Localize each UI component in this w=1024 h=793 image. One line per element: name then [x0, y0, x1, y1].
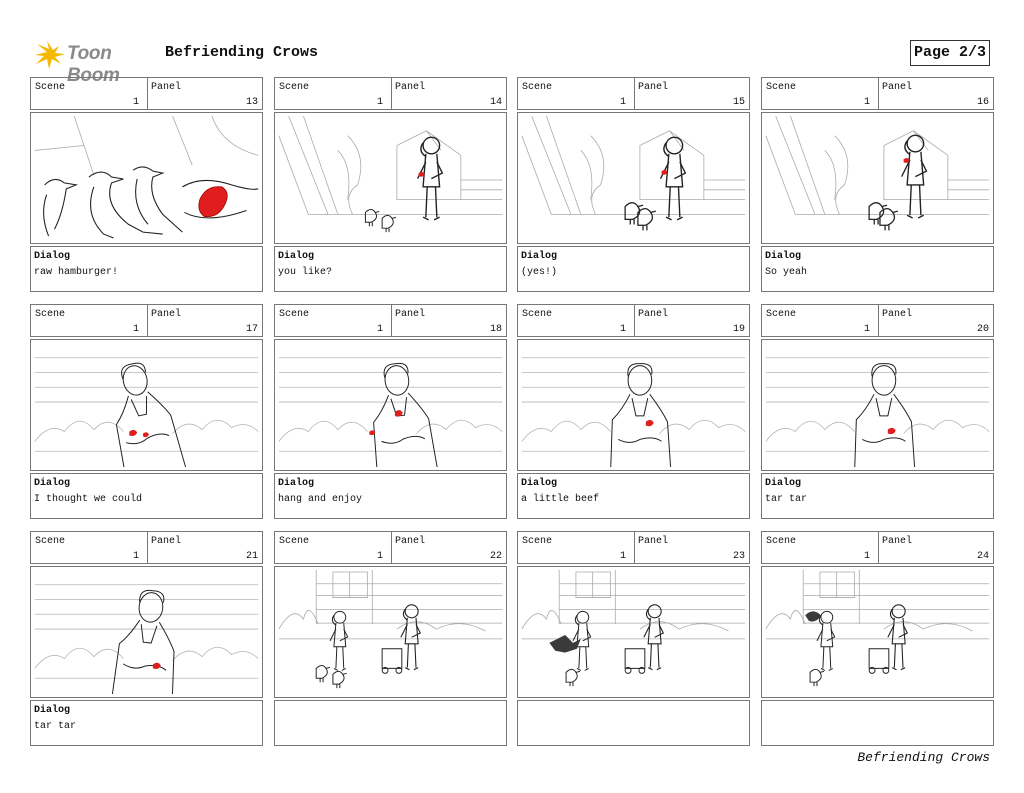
panel-drawing — [761, 112, 994, 244]
dialog-label: Dialog — [34, 251, 71, 262]
panel-drawing — [517, 566, 750, 698]
scene-panel-info — [761, 531, 994, 564]
panel-drawing — [761, 339, 994, 471]
scene-label: Scene — [279, 309, 310, 320]
panel-drawing — [761, 566, 994, 698]
scene-label: Scene — [522, 82, 553, 93]
scene-number: 1 — [132, 551, 139, 562]
scene-panel-info — [274, 304, 507, 337]
header — [33, 36, 993, 86]
panel-label: Panel — [395, 309, 426, 320]
scene-number: 1 — [376, 551, 383, 562]
panel-label: Panel — [638, 309, 669, 320]
scene-number: 1 — [619, 97, 626, 108]
dialog-label: Dialog — [521, 251, 558, 262]
scene-panel-info — [274, 531, 507, 564]
scene-panel-info — [30, 77, 263, 110]
logo-text: Toon Boom — [67, 43, 120, 86]
page-number: Page 2/3 — [910, 40, 990, 66]
scene-number: 1 — [376, 97, 383, 108]
scene-panel-info — [274, 77, 507, 110]
panel-drawing — [30, 339, 263, 471]
panel-number: 16 — [976, 97, 989, 108]
panel-label: Panel — [151, 82, 182, 93]
scene-panel-info — [30, 304, 263, 337]
scene-number: 1 — [863, 97, 870, 108]
panel-label: Panel — [151, 309, 182, 320]
scene-label: Scene — [279, 82, 310, 93]
dialog-label: Dialog — [765, 478, 802, 489]
panel-number: 24 — [976, 551, 989, 562]
dialog-label: Dialog — [34, 705, 71, 716]
scene-number: 1 — [619, 551, 626, 562]
panel-drawing — [274, 566, 507, 698]
dialog-text: tar tar — [34, 721, 77, 732]
scene-label: Scene — [35, 309, 66, 320]
scene-panel-info — [30, 531, 263, 564]
dialog-label: Dialog — [521, 478, 558, 489]
panel-number: 22 — [489, 551, 502, 562]
dialog-label: Dialog — [765, 251, 802, 262]
scene-number: 1 — [376, 324, 383, 335]
scene-label: Scene — [522, 536, 553, 547]
panel-drawing — [30, 112, 263, 244]
dialog-text: hang and enjoy — [278, 494, 363, 505]
dialog-box — [761, 246, 994, 292]
panel-number: 20 — [976, 324, 989, 335]
panel-label: Panel — [882, 82, 913, 93]
panel-label: Panel — [638, 536, 669, 547]
dialog-text: a little beef — [521, 494, 600, 505]
dialog-box — [517, 246, 750, 292]
dialog-box — [30, 473, 263, 519]
panel-number: 23 — [732, 551, 745, 562]
dialog-box — [761, 473, 994, 519]
document-title: Befriending Crows — [165, 44, 319, 61]
panel-number: 19 — [732, 324, 745, 335]
footer-title: Befriending Crows — [857, 750, 990, 765]
panel-drawing — [274, 339, 507, 471]
dialog-text: (yes!) — [521, 267, 558, 278]
dialog-box — [30, 246, 263, 292]
dialog-box — [517, 473, 750, 519]
scene-label: Scene — [35, 82, 66, 93]
dialog-text: I thought we could — [34, 494, 143, 505]
scene-label: Scene — [766, 536, 797, 547]
dialog-label: Dialog — [34, 478, 71, 489]
scene-number: 1 — [863, 551, 870, 562]
panel-label: Panel — [638, 82, 669, 93]
toon-boom-logo — [33, 40, 163, 86]
scene-label: Scene — [766, 309, 797, 320]
dialog-text: So yeah — [765, 267, 808, 278]
dialog-text: you like? — [278, 267, 333, 278]
dialog-box — [274, 700, 507, 746]
panel-label: Panel — [151, 536, 182, 547]
panel-number: 17 — [245, 324, 258, 335]
panel-drawing — [274, 112, 507, 244]
scene-panel-info — [761, 77, 994, 110]
scene-panel-info — [517, 304, 750, 337]
scene-number: 1 — [132, 324, 139, 335]
panel-label: Panel — [882, 536, 913, 547]
dialog-box — [517, 700, 750, 746]
dialog-box — [274, 473, 507, 519]
panel-label: Panel — [395, 82, 426, 93]
panel-number: 18 — [489, 324, 502, 335]
starburst-icon — [33, 40, 67, 70]
dialog-text: tar tar — [765, 494, 808, 505]
scene-panel-info — [517, 77, 750, 110]
dialog-label: Dialog — [278, 478, 315, 489]
dialog-text: raw hamburger! — [34, 267, 119, 278]
panel-number: 21 — [245, 551, 258, 562]
panel-number: 15 — [732, 97, 745, 108]
dialog-label: Dialog — [278, 251, 315, 262]
scene-label: Scene — [522, 309, 553, 320]
scene-label: Scene — [35, 536, 66, 547]
panel-drawing — [517, 112, 750, 244]
dialog-box — [30, 700, 263, 746]
panel-number: 13 — [245, 97, 258, 108]
scene-label: Scene — [279, 536, 310, 547]
panel-drawing — [517, 339, 750, 471]
panel-number: 14 — [489, 97, 502, 108]
panel-drawing — [30, 566, 263, 698]
scene-number: 1 — [132, 97, 139, 108]
panel-label: Panel — [395, 536, 426, 547]
scene-panel-info — [517, 531, 750, 564]
dialog-box — [761, 700, 994, 746]
scene-number: 1 — [863, 324, 870, 335]
scene-label: Scene — [766, 82, 797, 93]
dialog-box — [274, 246, 507, 292]
panel-label: Panel — [882, 309, 913, 320]
scene-panel-info — [761, 304, 994, 337]
scene-number: 1 — [619, 324, 626, 335]
